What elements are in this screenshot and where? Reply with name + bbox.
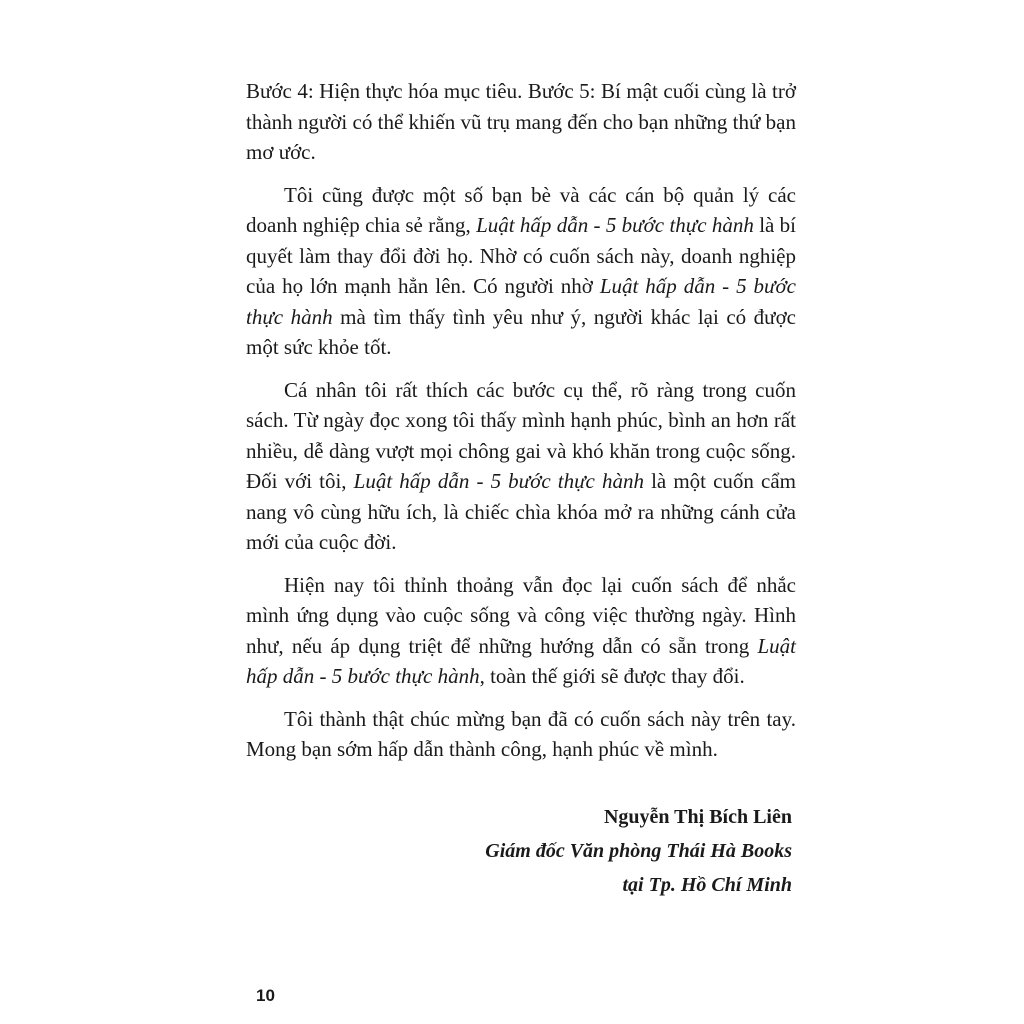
text-run: mà tìm thấy tình yêu như ý, người khác lại có được một sức khỏe tốt.	[246, 304, 796, 359]
paragraph-1	[246, 76, 796, 168]
text-run: là một cuốn cẩm nang vô cùng hữu ích, là chiếc chìa khóa mở ra những cánh cửa mới của cuộc đời.	[246, 469, 797, 554]
paragraph-3	[246, 375, 796, 558]
text-run: , toàn thế giới sẽ được thay đổi.	[479, 664, 745, 688]
signature-place: tại Tp. Hồ Chí Minh	[622, 874, 792, 896]
paragraph-4	[246, 570, 796, 692]
text-run: Hiện nay tôi thỉnh thoảng vẫn đọc lại cuốn sách để nhắc mình ứng dụng vào cuộc sống và công việc thường ngày. Hình như, nếu áp dụng triệt để những hướng dẫn có sẵn trong	[246, 572, 796, 658]
text-run: Tôi cũng được một số bạn bè và các cán bộ quản lý các doanh nghiệp chia sẻ rằng,	[246, 182, 796, 237]
text-run: là bí quyết làm thay đổi đời họ. Nhờ có cuốn sách này, doanh nghiệp của họ lớn mạnh hẳn lên. Có người nhờ	[246, 213, 796, 298]
paragraph-5	[246, 704, 796, 765]
page-number: 10	[256, 986, 275, 1005]
text-run: Cá nhân tôi rất thích các bước cụ thể, rõ ràng trong cuốn sách. Từ ngày đọc xong tôi thấy mình hạnh phúc, bình an hơn rất nhiều, dễ dàng vượt mọi chông gai và khó khăn trong cuộc sống. Đối với tôi,	[246, 377, 796, 493]
signature-role: Giám đốc Văn phòng Thái Hà Books	[485, 840, 792, 862]
book-title-italic: Luật hấp dẫn - 5 bước thực hành	[353, 469, 644, 493]
signature-block	[372, 800, 792, 902]
paragraph-2	[246, 180, 796, 363]
text-run: Bước 4: Hiện thực hóa mục tiêu. Bước 5: Bí mật cuối cùng là trở thành người có thể khiến vũ trụ mang đến cho bạn những thứ bạn mơ ước.	[246, 79, 796, 164]
book-title-italic: Luật hấp dẫn - 5 bước thực hành	[246, 274, 796, 329]
text-run: Tôi thành thật chúc mừng bạn đã có cuốn sách này trên tay. Mong bạn sớm hấp dẫn thành công, hạnh phúc về mình.	[246, 706, 796, 761]
book-title-italic: Luật hấp dẫn - 5 bước thực hành	[476, 213, 754, 237]
signature-name: Nguyễn Thị Bích Liên	[603, 806, 792, 828]
book-title-italic: Luật hấp dẫn - 5 bước thực hành	[246, 633, 796, 688]
body-text	[246, 76, 796, 777]
